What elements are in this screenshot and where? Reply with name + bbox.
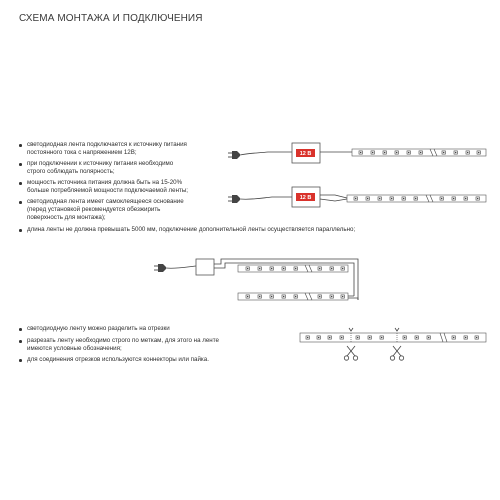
scissors-icon (390, 346, 403, 360)
plug-icon (228, 151, 240, 159)
cable (240, 152, 292, 155)
bullet-text: светодиодная лента подключается к источнику питания постоянного тока с напряжением 12В; (27, 141, 187, 157)
led-strip (238, 293, 348, 300)
cut-mark-icon (349, 328, 399, 331)
led-strip (352, 149, 486, 156)
led-strip-cut (300, 333, 486, 342)
bullet-text: мощность источника питания должна быть на 15-20% больше потребляемой мощности подключаемой ленты; (27, 179, 188, 195)
power-supply (196, 259, 214, 275)
bullet-text: для соединения отрезков используются коннекторы или пайка. (27, 356, 209, 363)
page-title: СХЕМА МОНТАЖА И ПОДКЛЮЧЕНИЯ (19, 13, 203, 24)
cable (320, 195, 347, 201)
plug-icon (228, 195, 240, 203)
scissors-icon (344, 346, 357, 360)
led-strip (238, 265, 348, 272)
parallel-wire (348, 296, 358, 300)
bullet-text: при подключении к источнику питания необходимо строго соблюдать полярность; (27, 160, 174, 176)
led-strip (347, 195, 486, 202)
bullet-text: длина ленты не должна превышать 5000 мм, подключение дополнительной ленты осуществляется параллельно; (27, 226, 356, 233)
cable (166, 266, 196, 268)
plug-icon (154, 264, 166, 272)
power-supply-voltage: 12 В (299, 195, 312, 201)
bullet-text: светодиодную ленту можно разделить на отрезки (27, 325, 170, 332)
power-supply-voltage: 12 В (299, 151, 312, 157)
bullet-text: светодиодная лента имеет самоклеящееся основание (перед установкой рекомендуется обезжирить поверхность для монтажа); (27, 198, 184, 222)
cable (240, 197, 292, 199)
bullet-text: разрезать ленту необходимо строго по меткам, для этого на ленте имеются условные обозначения; (27, 337, 219, 353)
